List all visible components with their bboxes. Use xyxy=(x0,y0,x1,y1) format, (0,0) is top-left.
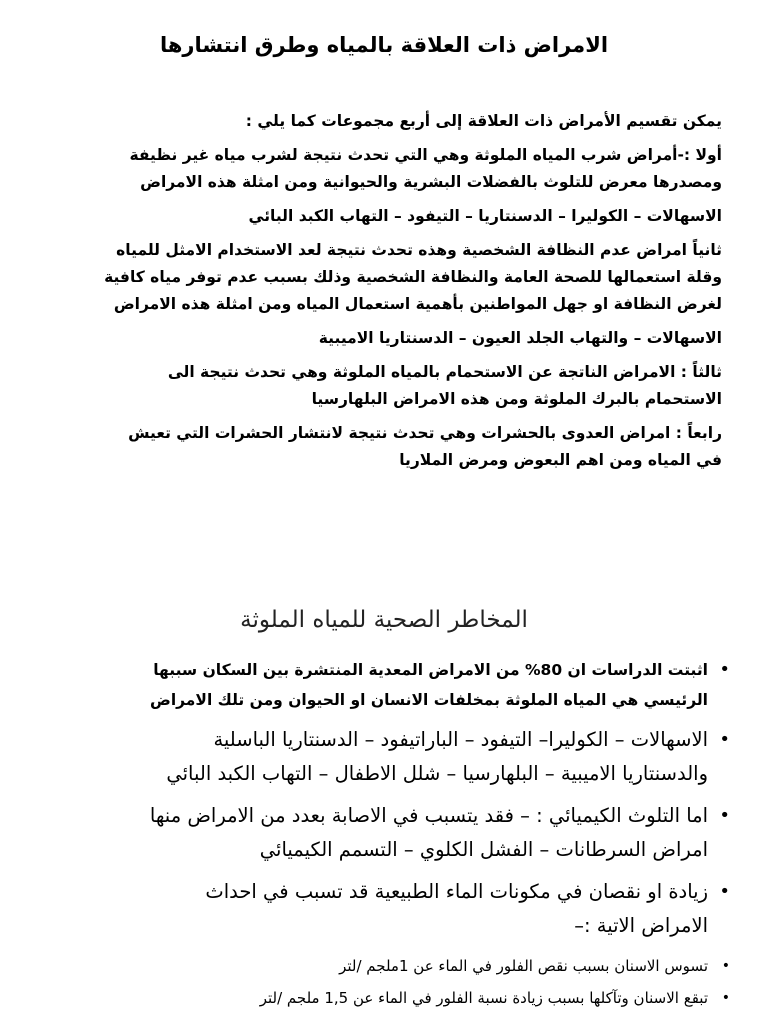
group-2-line-3: لغرض النظافة او جهل المواطنين بأهمية استعمال المياه ومن امثلة هذه الامراض xyxy=(113,295,722,313)
list-item-line: اما التلوث الكيميائي : – فقد يتسبب في الاصابة بعدد من الامراض منها xyxy=(149,804,708,827)
group-2-line-1: ثانياً امراض عدم النظافة الشخصية وهذه تحدث نتيجة لعد الاستخدام الامثل للمياه xyxy=(116,241,722,259)
list-item-line: زيادة او نقصان في مكونات الماء الطبيعية قد تسبب في احداث xyxy=(205,880,708,903)
group-3-line-1: ثالثاً : الامراض الناتجة عن الاستحمام بالمياه الملوثة وهي تحدث نتيجة الى xyxy=(167,363,722,381)
list-item-line: تبقع الاسنان وتآكلها بسبب زيادة نسبة الفلور في الماء عن 1,5 ملجم /لتر xyxy=(259,989,708,1007)
list-item xyxy=(28,799,732,867)
list-item-line: الاسهالات – الكوليرا– التيفود – الباراتيفود – الدسنتاريا الباسلية xyxy=(213,728,708,751)
group-4-line-2: في المياه ومن اهم البعوض ومرض الملاريا xyxy=(399,451,722,469)
page-title: الامراض ذات العلاقة بالمياه وطرق انتشارها xyxy=(159,33,609,57)
list-item-line: تسوس الاسنان بسبب نقص الفلور في الماء عن 1ملجم /لتر xyxy=(339,957,708,975)
list-item-line: والدسنتاريا الاميبية – البلهارسيا – شلل الاطفال – التهاب الكبد البائي xyxy=(166,762,708,785)
health-risks-list xyxy=(28,655,732,1015)
list-item xyxy=(28,655,732,715)
list-item xyxy=(28,723,732,791)
bullet-icon: • xyxy=(719,729,730,750)
group-1-examples: الاسهالات – الكوليرا – الدسنتاريا – التيفود – التهاب الكبد البائي xyxy=(248,207,722,225)
group-2-examples: الاسهالات – والتهاب الجلد العيون – الدسنتاريا الاميبية xyxy=(318,329,722,347)
list-item-line: امراض السرطانات – الفشل الكلوي – التسمم الكيميائي xyxy=(259,838,708,861)
list-item-line: الرئيسي هي المياه الملوثة بمخلفات الانسان او الحيوان ومن تلك الامراض xyxy=(150,691,708,709)
bullet-icon: • xyxy=(719,881,730,902)
list-item xyxy=(28,951,732,981)
bullet-icon: • xyxy=(721,958,730,974)
bullet-icon: • xyxy=(721,990,730,1006)
list-item xyxy=(28,875,732,943)
list-item xyxy=(28,983,732,1013)
group-1-line-2: ومصدرها معرض للتلوث بالفضلات البشرية والحيوانية ومن امثلة هذه الامراض xyxy=(140,173,722,191)
bullet-icon: • xyxy=(719,805,730,826)
list-item-line: اثبتت الدراسات ان 80% من الامراض المعدية المنتشرة بين السكان سببها xyxy=(153,661,708,679)
section-title: المخاطر الصحية للمياه الملوثة xyxy=(240,607,528,633)
list-item-line: الامراض الاتية :– xyxy=(574,914,708,937)
group-2-line-2: وقلة استعمالها للصحة العامة والنظافة الشخصية وذلك بسبب عدم توفر مياه كافية xyxy=(104,268,722,286)
group-3-line-2: الاستحمام بالبرك الملوثة ومن هذه الامراض البلهارسيا xyxy=(311,390,722,408)
group-4-line-1: رابعاً : امراض العدوى بالحشرات وهي تحدث نتيجة لانتشار الحشرات التي تعيش xyxy=(128,424,722,442)
group-1-line-1: أولا :-أمراض شرب المياه الملوثة وهي التي تحدث نتيجة لشرب مياه غير نظيفة xyxy=(129,146,722,164)
intro-line: يمكن تقسيم الأمراض ذات العلاقة إلى أربع مجموعات كما يلي : xyxy=(245,112,722,130)
disease-groups-section xyxy=(30,108,722,474)
bullet-icon: • xyxy=(719,659,730,680)
